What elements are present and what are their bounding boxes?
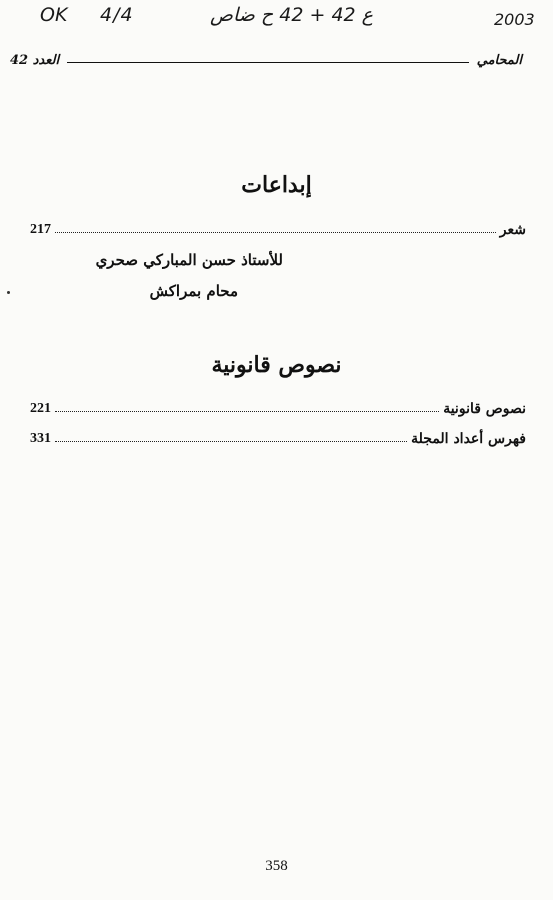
page-number: 358 — [265, 858, 288, 874]
header-journal-name: المحامي — [476, 53, 522, 68]
section-title-ibdaat: إبداعات — [241, 172, 312, 198]
handwritten-reference-note: 4/4 — [100, 4, 134, 26]
toc-entry-label: نصوص قانونية — [443, 401, 526, 417]
toc-entry-journal-index — [30, 427, 526, 447]
toc-dot-leader — [55, 411, 439, 412]
author-name: للأستاذ حسن المباركي صحري — [95, 251, 283, 269]
header-issue-number: العدد 42 — [10, 53, 60, 68]
toc-entry-label: شعر — [499, 222, 526, 238]
toc-dot-leader — [55, 232, 496, 233]
toc-entry-page: 331 — [30, 431, 51, 446]
toc-entry-page: 221 — [30, 401, 51, 416]
toc-entry-poetry — [30, 218, 526, 238]
section-title-legal-texts: نصوص قانونية — [211, 352, 342, 378]
toc-entry-page: 217 — [30, 222, 51, 237]
header-rule — [67, 62, 469, 63]
handwritten-year-note: 2003 — [494, 10, 535, 29]
toc-dot-leader — [55, 441, 407, 442]
toc-entry-legal-texts — [30, 397, 526, 417]
handwritten-ok-note: OK — [40, 4, 68, 26]
toc-entry-label: فهرس أعداد المجلة — [411, 431, 526, 447]
scan-speck — [7, 291, 10, 294]
running-header — [10, 44, 522, 68]
author-affiliation: محام بمراكش — [149, 282, 238, 300]
handwritten-code-note: ع 42 + 42 ح ضاص — [210, 4, 374, 26]
